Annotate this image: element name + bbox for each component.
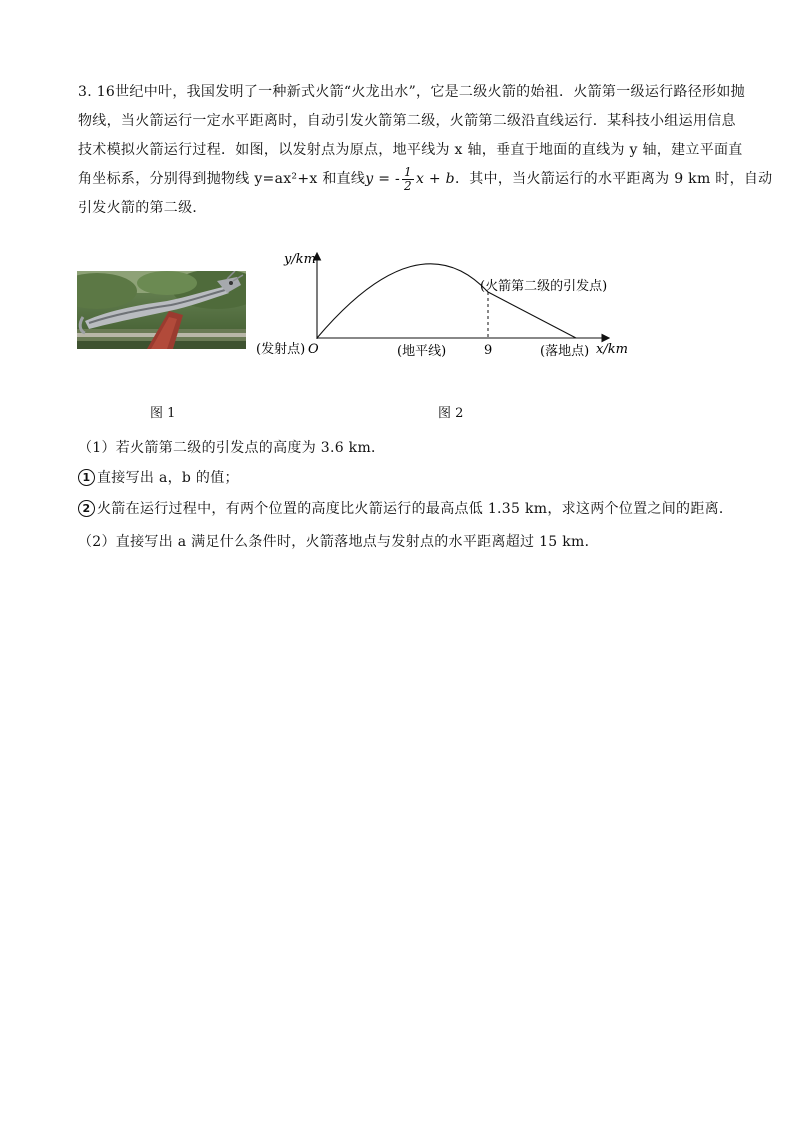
fraction-denominator: 2 xyxy=(404,178,412,193)
ignition-point-label: (火箭第二级的引发点) xyxy=(480,279,608,294)
fraction-numerator: 1 xyxy=(404,164,412,179)
question-2: （2）直接写出 a 满足什么条件时，火箭落地点与发射点的水平距离超过 15 km． xyxy=(78,534,599,550)
question-1-part-2 xyxy=(78,498,733,518)
line-equation-right: x + b xyxy=(415,171,455,187)
problem-line-5: 引发火箭的第二级． xyxy=(78,200,207,216)
problem-line-2: 物线，当火箭运行一定水平距离时，自动引发火箭第二级，火箭第二级沿直线运行．某科技小组运用信息 xyxy=(78,113,736,129)
photo-illustration xyxy=(77,271,246,349)
landing-point-label: (落地点) xyxy=(540,344,590,359)
problem-line-3: 技术模拟火箭运行过程．如图，以发射点为原点，地平线为 x 轴，垂直于地面的直线为 y 轴，建立平面直 xyxy=(78,142,743,158)
figure-2-label: 图 2 xyxy=(438,406,464,421)
line-equation-left: y = - xyxy=(365,171,401,187)
launch-point-label: (发射点) xyxy=(256,342,306,357)
line4-text-post: ．其中，当火箭运行的水平距离为 9 km 时，自动 xyxy=(454,171,773,187)
question-1-part-1-text: 直接写出 a，b 的值； xyxy=(97,470,239,486)
circled-number-2: 2 xyxy=(78,500,95,517)
problem-line-1: 3. 16世纪中叶，我国发明了一种新式火箭“火龙出水”，它是二级火箭的始祖．火箭第一级运行路径形如抛 xyxy=(78,84,745,100)
question-1-part-2-text: 火箭在运行过程中，有两个位置的高度比火箭运行的最高点低 1.35 km，求这两个位置之间的距离． xyxy=(97,501,734,517)
figure-1-label: 图 1 xyxy=(150,406,176,421)
rocket-trajectory-diagram xyxy=(252,248,632,368)
line-second-stage xyxy=(488,292,576,338)
question-1: （1）若火箭第二级的引发点的高度为 3.6 km． xyxy=(78,440,386,456)
origin-label: O xyxy=(308,342,319,357)
line4-text-pre: 角坐标系，分别得到抛物线 y=ax²+x 和直线 xyxy=(78,171,366,187)
fraction-one-half xyxy=(402,166,414,193)
horizon-label: (地平线) xyxy=(397,344,447,359)
tick-9-label: 9 xyxy=(484,343,493,358)
circled-number-1: 1 xyxy=(78,469,95,486)
problem-line-4 xyxy=(78,164,773,194)
problem-statement xyxy=(78,78,773,223)
dragon-rocket-photo xyxy=(77,271,246,349)
question-1-part-1 xyxy=(78,467,239,487)
x-axis-label: x/km xyxy=(596,342,628,357)
parabola-first-stage xyxy=(317,264,488,338)
y-axis-label: y/km xyxy=(284,252,316,267)
